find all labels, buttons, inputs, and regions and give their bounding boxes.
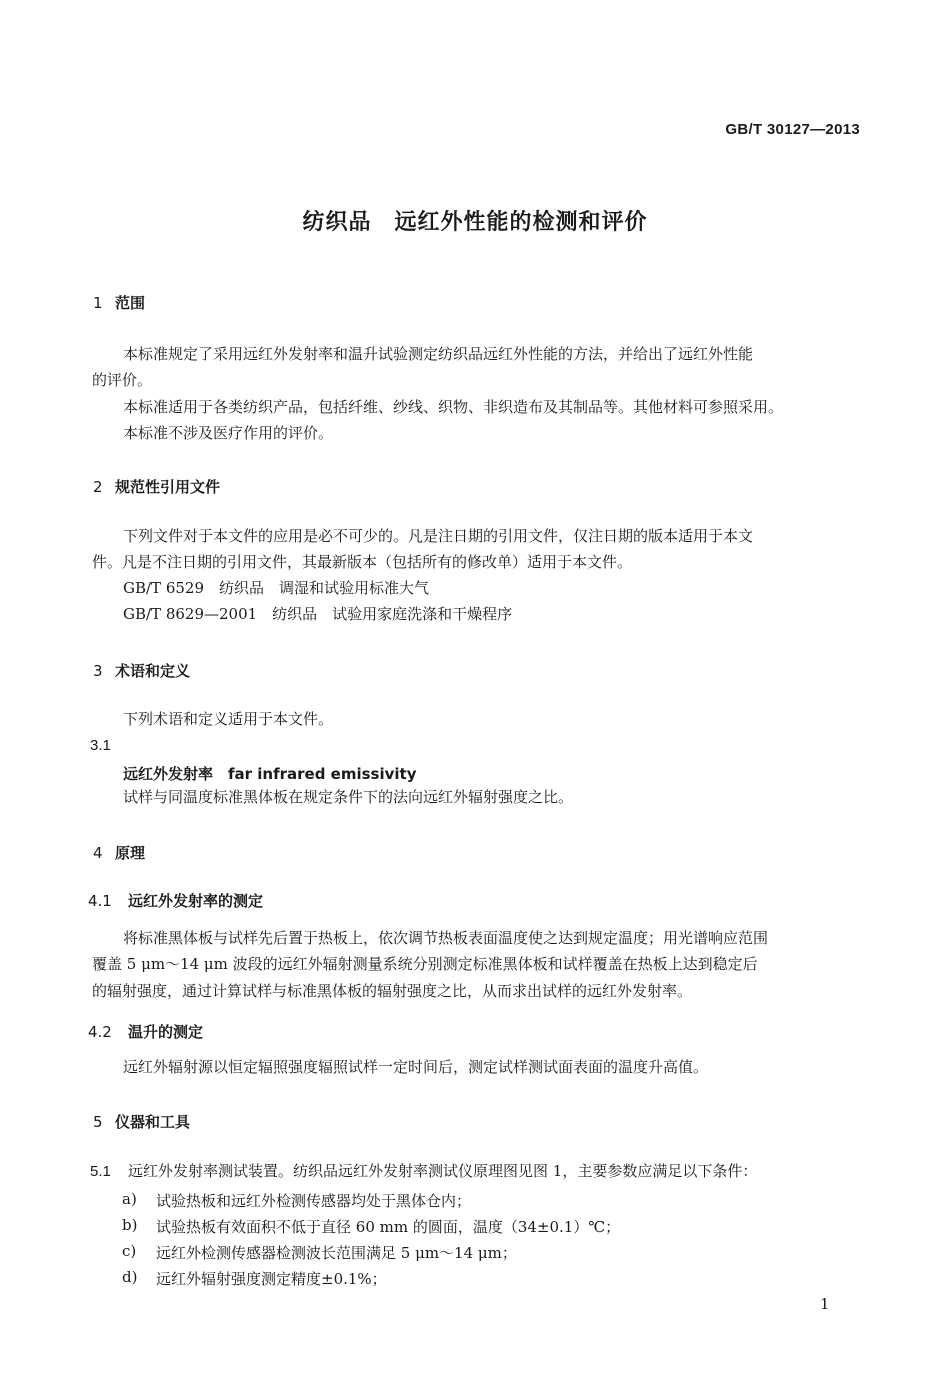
section-1-paragraph-2: 本标准适用于各类纺织产品，包括纤维、纱线、织物、非织造布及其制品等。其他材料可参照采用。 — [123, 398, 784, 416]
subsection-number: 4.2 — [88, 1023, 112, 1041]
section-title: 术语和定义 — [115, 662, 191, 680]
standard-code: GB/T 30127—2013 — [725, 121, 860, 138]
list-item-b-text: 试验热板有效面积不低于直径 60 mm 的圆面，温度（34±0.1）℃； — [156, 1218, 621, 1236]
section-title: 范围 — [115, 294, 146, 312]
subsection-5-1-text: 远红外发射率测试装置。纺织品远红外发射率测试仪原理图见图 1，主要参数应满足以下条件： — [128, 1162, 758, 1180]
subsection-4-2-text: 远红外辐射源以恒定辐照强度辐照试样一定时间后，测定试样测试面表面的温度升高值。 — [123, 1058, 709, 1076]
section-1-paragraph-1-line-1: 本标准规定了采用远红外发射率和温升试验测定纺织品远红外性能的方法，并给出了远红外性能 — [123, 345, 754, 363]
section-number: 1 — [93, 294, 103, 312]
section-title: 原理 — [115, 844, 146, 862]
section-1-heading — [93, 292, 145, 313]
term-far-infrared-emissivity: 远红外发射率 far infrared emissivity — [123, 765, 417, 783]
list-item-c-marker: c) — [122, 1242, 137, 1260]
subsection-number: 4.1 — [88, 892, 112, 910]
subsection-4-1-line-3: 的辐射强度，通过计算试样与标准黑体板的辐射强度之比，从而求出试样的远红外发射率。 — [92, 982, 693, 1000]
section-1-paragraph-3: 本标准不涉及医疗作用的评价。 — [123, 424, 334, 442]
subsection-5-1-number: 5.1 — [90, 1163, 111, 1180]
normative-reference-1: GB/T 6529 纺织品 调湿和试验用标准大气 — [123, 579, 430, 597]
section-3-paragraph-1: 下列术语和定义适用于本文件。 — [123, 710, 334, 728]
list-item-a-text: 试验热板和远红外检测传感器均处于黑体仓内； — [156, 1192, 472, 1210]
section-number: 3 — [93, 662, 103, 680]
term-definition: 试样与同温度标准黑体板在规定条件下的法向远红外辐射强度之比。 — [123, 788, 574, 806]
section-title: 仪器和工具 — [115, 1113, 191, 1131]
subsection-4-1-line-2: 覆盖 5 μm～14 μm 波段的远红外辐射测量系统分别测定标准黑体板和试样覆盖在热板上达到稳定后 — [92, 955, 758, 973]
normative-reference-2: GB/T 8629—2001 纺织品 试验用家庭洗涤和干燥程序 — [123, 605, 513, 623]
section-number: 2 — [93, 478, 103, 496]
section-5-heading — [93, 1111, 190, 1132]
subsection-3-1-number: 3.1 — [90, 737, 111, 754]
list-item-a-marker: a) — [122, 1190, 137, 1208]
subsection-4-1-line-1: 将标准黑体板与试样先后置于热板上，依次调节热板表面温度使之达到规定温度；用光谱响应范围 — [123, 929, 769, 947]
section-2-paragraph-1-line-2: 件。凡是不注日期的引用文件，其最新版本（包括所有的修改单）适用于本文件。 — [92, 553, 633, 571]
subsection-title: 温升的测定 — [128, 1023, 204, 1041]
document-title: 纺织品 远红外性能的检测和评价 — [302, 210, 648, 235]
subsection-title: 远红外发射率的测定 — [128, 892, 264, 910]
section-3-heading — [93, 660, 190, 681]
section-number: 4 — [93, 844, 103, 862]
section-2-heading — [93, 476, 220, 497]
section-number: 5 — [93, 1113, 103, 1131]
section-2-paragraph-1-line-1: 下列文件对于本文件的应用是必不可少的。凡是注日期的引用文件，仅注日期的版本适用于本文 — [123, 527, 754, 545]
list-item-d-text: 远红外辐射强度测定精度±0.1%； — [156, 1270, 387, 1288]
section-4-heading — [93, 842, 145, 863]
section-title: 规范性引用文件 — [115, 478, 221, 496]
page-number: 1 — [820, 1295, 830, 1313]
subsection-4-2-heading — [88, 1021, 203, 1042]
list-item-b-marker: b) — [122, 1216, 138, 1234]
list-item-d-marker: d) — [122, 1268, 138, 1286]
subsection-4-1-heading — [88, 890, 263, 911]
list-item-c-text: 远红外检测传感器检测波长范围满足 5 μm～14 μm； — [156, 1244, 517, 1262]
section-1-paragraph-1-line-2: 的评价。 — [92, 371, 153, 389]
